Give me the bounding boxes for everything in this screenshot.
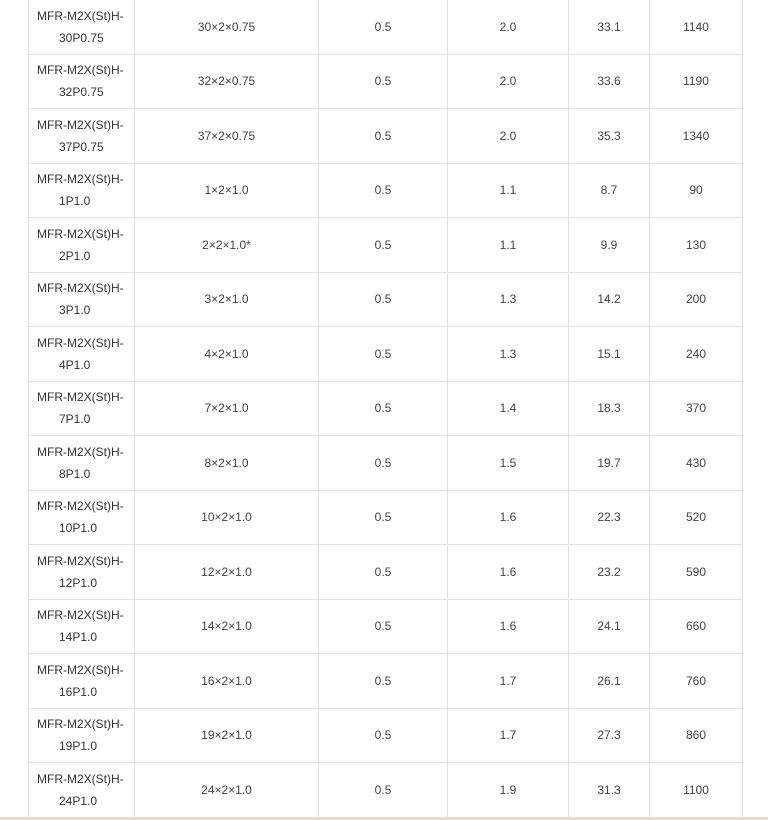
model-line-1: MFR-M2X(St)H-: [37, 8, 124, 23]
cell-col4: 1.7: [448, 708, 569, 763]
cell-col4: 1.6: [448, 599, 569, 654]
cable-spec-table-container: [28, 0, 742, 818]
model-line-2: 4P1.0: [59, 357, 91, 372]
cell-col3: 0.5: [319, 0, 448, 54]
cell-col5: 33.6: [569, 54, 650, 109]
model-line-2: 19P1.0: [59, 739, 98, 754]
model-line-1: MFR-M2X(St)H-: [37, 63, 124, 78]
cell-dimensions: 1×2×1.0: [135, 163, 319, 218]
cell-col4: 1.6: [448, 490, 569, 545]
cell-col6: 660: [650, 599, 743, 654]
model-line-1: MFR-M2X(St)H-: [37, 117, 124, 132]
cell-col3: 0.5: [319, 599, 448, 654]
cell-col4: 1.9: [448, 763, 569, 818]
cell-col4: 2.0: [448, 0, 569, 54]
cell-col3: 0.5: [319, 327, 448, 382]
cell-col5: 22.3: [569, 490, 650, 545]
cell-col3: 0.5: [319, 109, 448, 164]
table-row: [29, 272, 743, 327]
model-line-2: 2P1.0: [59, 248, 91, 263]
model-line-2: 16P1.0: [59, 684, 98, 699]
cell-col5: 18.3: [569, 381, 650, 436]
cell-col5: 35.3: [569, 109, 650, 164]
model-line-2: 10P1.0: [59, 521, 98, 536]
model-line-2: 14P1.0: [59, 630, 98, 645]
cell-dimensions: 16×2×1.0: [135, 654, 319, 709]
cell-col4: 1.3: [448, 272, 569, 327]
model-line-1: MFR-M2X(St)H-: [37, 499, 124, 514]
cell-col5: 9.9: [569, 218, 650, 273]
cable-spec-table: [28, 0, 743, 818]
cell-col5: 15.1: [569, 327, 650, 382]
cell-dimensions: 37×2×0.75: [135, 109, 319, 164]
cell-col6: 1190: [650, 54, 743, 109]
cell-model: [29, 545, 135, 600]
model-line-1: MFR-M2X(St)H-: [37, 553, 124, 568]
cell-col3: 0.5: [319, 163, 448, 218]
cell-col6: 590: [650, 545, 743, 600]
cell-model: [29, 381, 135, 436]
cell-model: [29, 654, 135, 709]
cell-col6: 130: [650, 218, 743, 273]
cell-col5: 33.1: [569, 0, 650, 54]
cell-col6: 1140: [650, 0, 743, 54]
cell-col3: 0.5: [319, 545, 448, 600]
cell-col3: 0.5: [319, 490, 448, 545]
cell-dimensions: 4×2×1.0: [135, 327, 319, 382]
model-line-1: MFR-M2X(St)H-: [37, 390, 124, 405]
cell-col6: 240: [650, 327, 743, 382]
model-line-1: MFR-M2X(St)H-: [37, 662, 124, 677]
cell-col6: 1100: [650, 763, 743, 818]
table-row: [29, 109, 743, 164]
cell-col5: 19.7: [569, 436, 650, 491]
cell-dimensions: 10×2×1.0: [135, 490, 319, 545]
cell-col3: 0.5: [319, 654, 448, 709]
table-row: [29, 545, 743, 600]
table-body: [29, 0, 743, 817]
cell-col4: 1.5: [448, 436, 569, 491]
cell-model: [29, 599, 135, 654]
model-line-2: 1P1.0: [59, 194, 91, 209]
model-line-1: MFR-M2X(St)H-: [37, 771, 124, 786]
cell-col6: 520: [650, 490, 743, 545]
cell-col6: 90: [650, 163, 743, 218]
cell-col3: 0.5: [319, 708, 448, 763]
cell-dimensions: 7×2×1.0: [135, 381, 319, 436]
cell-col3: 0.5: [319, 381, 448, 436]
cell-col6: 1340: [650, 109, 743, 164]
model-line-1: MFR-M2X(St)H-: [37, 444, 124, 459]
table-row: [29, 490, 743, 545]
model-line-2: 37P0.75: [59, 139, 104, 154]
table-row: [29, 54, 743, 109]
model-line-1: MFR-M2X(St)H-: [37, 717, 124, 732]
cell-model: [29, 163, 135, 218]
table-row: [29, 218, 743, 273]
cell-dimensions: 2×2×1.0*: [135, 218, 319, 273]
cell-col5: 26.1: [569, 654, 650, 709]
cell-model: [29, 272, 135, 327]
cell-model: [29, 218, 135, 273]
cell-col3: 0.5: [319, 763, 448, 818]
cell-dimensions: 30×2×0.75: [135, 0, 319, 54]
cell-model: [29, 54, 135, 109]
table-row: [29, 708, 743, 763]
cell-col6: 760: [650, 654, 743, 709]
model-line-1: MFR-M2X(St)H-: [37, 281, 124, 296]
cell-model: [29, 109, 135, 164]
table-row: [29, 654, 743, 709]
cell-col6: 430: [650, 436, 743, 491]
table-row: [29, 163, 743, 218]
cell-model: [29, 490, 135, 545]
cell-dimensions: 14×2×1.0: [135, 599, 319, 654]
model-line-2: 8P1.0: [59, 466, 91, 481]
model-line-2: 24P1.0: [59, 793, 98, 808]
cell-dimensions: 19×2×1.0: [135, 708, 319, 763]
table-row: [29, 436, 743, 491]
cell-dimensions: 3×2×1.0: [135, 272, 319, 327]
model-line-1: MFR-M2X(St)H-: [37, 226, 124, 241]
cell-model: [29, 708, 135, 763]
table-row: [29, 599, 743, 654]
cell-model: [29, 0, 135, 54]
model-line-2: 7P1.0: [59, 412, 91, 427]
cell-col3: 0.5: [319, 436, 448, 491]
table-row: [29, 0, 743, 54]
cell-col3: 0.5: [319, 218, 448, 273]
cell-model: [29, 763, 135, 818]
cell-col5: 31.3: [569, 763, 650, 818]
model-line-2: 12P1.0: [59, 575, 98, 590]
cell-col5: 27.3: [569, 708, 650, 763]
cell-dimensions: 12×2×1.0: [135, 545, 319, 600]
cell-col4: 2.0: [448, 109, 569, 164]
cell-model: [29, 436, 135, 491]
cell-col4: 1.1: [448, 163, 569, 218]
cell-col4: 1.1: [448, 218, 569, 273]
table-row: [29, 327, 743, 382]
model-line-2: 3P1.0: [59, 303, 91, 318]
cell-dimensions: 32×2×0.75: [135, 54, 319, 109]
model-line-1: MFR-M2X(St)H-: [37, 335, 124, 350]
cell-model: [29, 327, 135, 382]
model-line-2: 32P0.75: [59, 85, 104, 100]
cell-col3: 0.5: [319, 54, 448, 109]
cell-col6: 370: [650, 381, 743, 436]
model-line-1: MFR-M2X(St)H-: [37, 608, 124, 623]
cell-col4: 2.0: [448, 54, 569, 109]
table-row: [29, 763, 743, 818]
cell-col5: 24.1: [569, 599, 650, 654]
cell-col4: 1.4: [448, 381, 569, 436]
cell-col4: 1.6: [448, 545, 569, 600]
model-line-1: MFR-M2X(St)H-: [37, 172, 124, 187]
cell-dimensions: 24×2×1.0: [135, 763, 319, 818]
cell-col6: 860: [650, 708, 743, 763]
cell-col4: 1.3: [448, 327, 569, 382]
cell-col5: 23.2: [569, 545, 650, 600]
cell-col6: 200: [650, 272, 743, 327]
cell-col5: 14.2: [569, 272, 650, 327]
cell-col3: 0.5: [319, 272, 448, 327]
cell-dimensions: 8×2×1.0: [135, 436, 319, 491]
cell-col5: 8.7: [569, 163, 650, 218]
table-row: [29, 381, 743, 436]
model-line-2: 30P0.75: [59, 30, 104, 45]
cell-col4: 1.7: [448, 654, 569, 709]
